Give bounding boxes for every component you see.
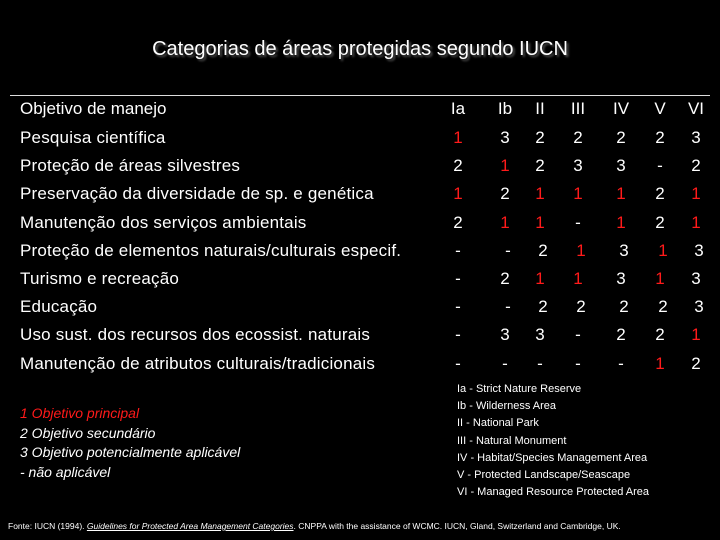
table-cell: 2 — [500, 184, 510, 204]
table-cell: 2 — [658, 297, 668, 317]
table-cell: 1 — [655, 269, 665, 288]
table-cell: 2 — [655, 128, 665, 147]
column-header: Ia — [450, 99, 466, 118]
table-cell: - — [455, 325, 461, 345]
table-cell: 3 — [616, 269, 626, 288]
table-cell: 2 — [453, 212, 463, 232]
table-cell: 1 — [535, 269, 545, 288]
table-cell: 3 — [500, 325, 510, 345]
table-header-label: Objetivo de manejo — [20, 99, 167, 118]
table-cell: - — [505, 297, 511, 317]
table-cell: 3 — [691, 269, 701, 288]
table-cell: 1 — [658, 240, 668, 260]
table-cell: 2 — [655, 212, 665, 232]
table-cell: - — [618, 353, 624, 373]
row-label: Uso sust. dos recursos dos ecossist. naturais — [20, 325, 371, 345]
table-cell: 1 — [691, 184, 701, 204]
table-cell: 1 — [691, 212, 701, 232]
table-cell: 3 — [694, 240, 704, 260]
table-cell: 3 — [694, 297, 704, 317]
table-cell: - — [455, 297, 461, 317]
table-cell: 2 — [691, 156, 701, 176]
column-header: VI — [687, 99, 705, 118]
table-cell: 2 — [538, 240, 548, 260]
table-cell: 1 — [500, 212, 510, 232]
table-cell: - — [657, 156, 663, 176]
table-cell: - — [502, 353, 508, 373]
table-cell: 3 — [619, 240, 629, 260]
table-cell: - — [455, 240, 461, 260]
table-cell: 2 — [538, 297, 548, 317]
table-cell: 1 — [535, 212, 545, 232]
category-iv: IV - Habitat/Species Management Area — [457, 451, 648, 464]
table-cell: 1 — [691, 325, 701, 345]
row-label: Manutenção dos serviços ambientais — [20, 212, 307, 232]
table-cell: 1 — [576, 240, 586, 260]
legend-primary: 1 Objetivo principal — [20, 405, 140, 421]
table-cell: 1 — [616, 184, 626, 204]
table-cell: - — [455, 269, 461, 288]
table-cell: 2 — [616, 325, 626, 345]
table-cell: - — [575, 212, 581, 232]
page-title: Categorias de áreas protegidas segundo IUCN — [152, 38, 568, 60]
table-cell: 1 — [655, 353, 665, 373]
row-label: Educação — [20, 297, 98, 317]
table-cell: - — [575, 353, 581, 373]
table-cell: 1 — [616, 212, 626, 232]
title-divider — [10, 95, 710, 96]
table-cell: 1 — [573, 184, 583, 204]
row-label: Proteção de elementos naturais/culturais especif. — [20, 240, 402, 260]
table-cell: 2 — [573, 128, 583, 147]
category-ia: Ia - Strict Nature Reserve — [457, 383, 582, 395]
table-cell: 1 — [500, 156, 510, 176]
source-prefix: Fonte: IUCN (1994). — [8, 521, 87, 531]
table-cell: 2 — [691, 353, 701, 373]
row-label: Preservação da diversidade de sp. e genética — [20, 184, 374, 204]
table-cell: 3 — [616, 156, 626, 176]
category-iii: III - Natural Monument — [457, 434, 567, 447]
table-cell: 3 — [535, 325, 545, 345]
table-cell: 3 — [691, 128, 701, 147]
table-cell: 1 — [573, 269, 583, 288]
column-header: III — [570, 99, 586, 118]
category-vi: VI - Managed Resource Protected Area — [457, 486, 649, 499]
table-cell: 2 — [535, 156, 545, 176]
row-label: Manutenção de atributos culturais/tradicionais — [20, 353, 376, 373]
source-citation — [8, 521, 621, 531]
category-ib: Ib - Wilderness Area — [457, 400, 557, 413]
table-cell: - — [505, 240, 511, 260]
table-cell: 2 — [655, 325, 665, 345]
table-cell: 1 — [535, 184, 545, 204]
column-header: Ib — [497, 99, 513, 118]
legend-not-applicable: - não aplicável — [20, 463, 111, 480]
table-cell: - — [575, 325, 581, 345]
table-cell: - — [537, 353, 543, 373]
source-title: Guidelines for Protected Area Management Categories — [86, 521, 294, 531]
table-cell: 2 — [576, 297, 586, 317]
category-v: V - Protected Landscape/Seascape — [457, 469, 631, 482]
table-cell: 2 — [619, 297, 629, 317]
table-cell: 3 — [573, 156, 583, 176]
row-label: Turismo e recreação — [20, 269, 180, 288]
table-cell: 1 — [453, 128, 463, 147]
category-ii: II - National Park — [457, 417, 539, 430]
table-cell: 2 — [453, 156, 463, 176]
source-suffix: . CNPPA with the assistance of WCMC. IUCN, Gland, Switzerland and Cambridge, UK. — [293, 521, 621, 531]
column-header: IV — [612, 99, 630, 118]
table-cell: 2 — [535, 128, 545, 147]
table-cell: 2 — [616, 128, 626, 147]
legend-potential: 3 Objetivo potencialmente aplicável — [20, 444, 241, 460]
column-header: II — [535, 99, 545, 118]
column-header: V — [654, 99, 666, 118]
table-cell: 2 — [500, 269, 510, 288]
legend-secondary: 2 Objetivo secundário — [20, 424, 156, 441]
value-legend — [20, 404, 240, 482]
row-label: Proteção de áreas silvestres — [20, 156, 241, 176]
row-label: Pesquisa científica — [20, 128, 166, 147]
table-cell: 3 — [500, 128, 510, 147]
table-cell: - — [455, 353, 461, 373]
table-cell: 2 — [655, 184, 665, 204]
category-legend — [457, 381, 649, 501]
table-cell: 1 — [453, 184, 463, 204]
